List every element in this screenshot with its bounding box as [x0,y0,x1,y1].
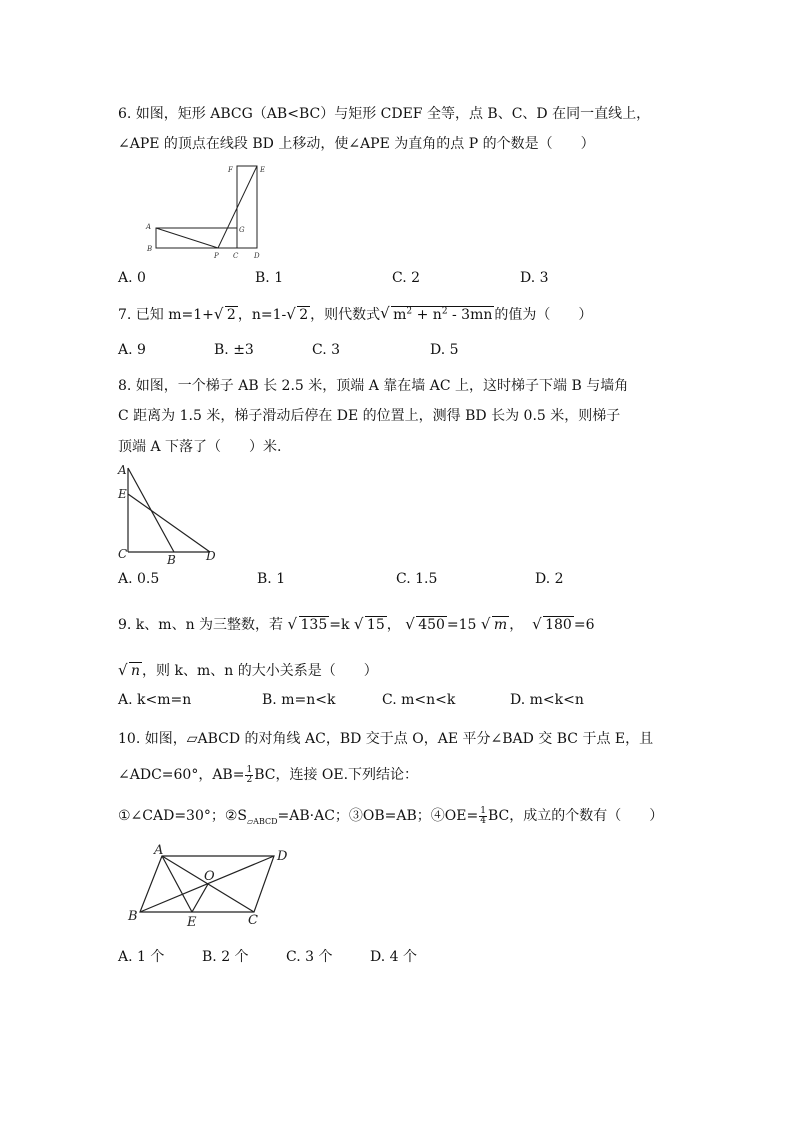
q10-label-e: E [187,915,197,926]
q8-option-b: B. 1 [257,571,286,587]
q7-sqrt-2-a: √ 2 [213,305,236,323]
q9-option-b: B. m=n<k [262,692,336,708]
q8-option-d: D. 2 [535,571,564,587]
q10-figure [124,842,294,926]
q6-option-b: B. 1 [255,270,284,286]
q6-stem-line1: 6. 如图，矩形 ABCG（AB<BC）与矩形 CDEF 全等，点 B、C、D 在同一直线上， [118,106,651,122]
q6-rect-cdef [237,166,257,248]
q10-option-a: A. 1 个 [118,949,165,965]
q8-label-a: A [118,463,127,477]
q8-figure [114,460,220,568]
q6-option-a: A. 0 [118,270,146,286]
q6-label-b: B [147,245,153,253]
q10-label-d: D [277,849,288,864]
q10-line-oe [192,884,208,912]
q7-stem: 7. 已知 m=1+ √ 2 ，n=1- √ 2 ，则代数式 √ $m^2 + n^2 - 3mn$ 的值为（ ） [118,304,593,323]
q9-sqrt-180: √ 180 [532,615,572,633]
q8-stem-line3: 顶端 A 下落了（ ）米. [118,439,282,455]
q10-stem-line3: ①∠CAD=30°；$②S_{▱ABCD}=AB\cdot AC$；③OB=AB；④OE= $\frac{1}{4}$ BC，成立的个数有（ ） [118,805,664,826]
q10-label-a: A [154,843,164,858]
q8-label-b: B [167,553,176,567]
q10-diagonal-bd [140,856,274,912]
q9-stem-line1: 9. k、m、n 为三整数，若 √ 135 =k √ 15 ， √ 450 =15 √ m ， √ 180 =6 [118,615,595,633]
q8-option-a: A. 0.5 [118,571,160,587]
q9-option-a: A. k<m=n [118,692,192,708]
q10-stem-line1: 10. 如图，▱ABCD 的对角线 AC，BD 交于点 O，AE 平分∠BAD 交 BC 于点 E，且 [118,731,654,747]
q6-label-d: D [254,252,260,260]
q8-stem-line2: C 距离为 1.5 米，梯子滑动后停在 DE 的位置上，测得 BD 长为 0.5 米，则梯子 [118,408,621,424]
q9-sqrt-15: √ 15 [353,615,385,633]
q6-label-p: P [214,252,219,260]
q6-label-a: A [146,223,152,231]
q6-label-c: C [233,252,239,260]
q9-option-c: C. m<n<k [382,692,456,708]
q7-option-b: B. ±3 [214,342,254,358]
q6-option-d: D. 3 [520,270,549,286]
q8-label-e: E [118,487,127,501]
q7-sqrt-2-b: √ 2 [286,305,309,323]
q10-option-b: B. 2 个 [202,949,249,965]
q10-label-c: C [248,913,258,926]
q7-option-a: A. 9 [118,342,146,358]
q8-stem-line1: 8. 如图，一个梯子 AB 长 2.5 米，顶端 A 靠在墙 AC 上，这时梯子下端 B 与墙角 [118,378,629,394]
q10-fraction-half: $\frac{1}{2}$ [246,764,253,785]
q8-label-c: C [118,547,128,561]
q10-label-o: O [204,869,215,884]
q8-option-c: C. 1.5 [396,571,438,587]
q7-option-c: C. 3 [312,342,341,358]
q6-figure [140,160,280,264]
q6-option-c: C. 2 [392,270,421,286]
q10-line-ae [162,856,192,912]
q10-option-c: C. 3 个 [286,949,333,965]
q6-label-f: F [228,166,233,174]
q9-sqrt-450: √ 450 [405,615,445,633]
q7-sqrt-expression: √ $m^2 + n^2 - 3mn$ [380,304,493,323]
q6-line-ap [156,228,218,248]
q6-rect-abcg [156,228,237,248]
q9-sqrt-m: √ m [480,615,508,633]
q6-label-g: G [239,226,245,234]
parallelogram-icon: ▱ [186,731,198,747]
q7-option-d: D. 5 [430,342,459,358]
q8-label-d: D [206,549,216,563]
q10-fraction-quarter: $\frac{1}{4}$ [480,805,486,826]
q10-option-d: D. 4 个 [370,949,417,965]
q10-label-b: B [128,909,138,924]
q6-label-e: E [260,166,266,174]
q9-sqrt-135: √ 135 [287,615,328,633]
q10-stem-line2: ∠ADC=60°，AB= $\frac{1}{2}$ BC，连接 OE.下列结论： [118,764,419,785]
q6-stem-line2: ∠APE 的顶点在线段 BD 上移动，使∠APE 为直角的点 P 的个数是（ ） [118,136,595,152]
q9-stem-line2: √ n ，则 k、m、n 的大小关系是（ ） [118,661,378,679]
q9-sqrt-n: √ n [118,661,141,679]
q9-option-d: D. m<k<n [510,692,584,708]
